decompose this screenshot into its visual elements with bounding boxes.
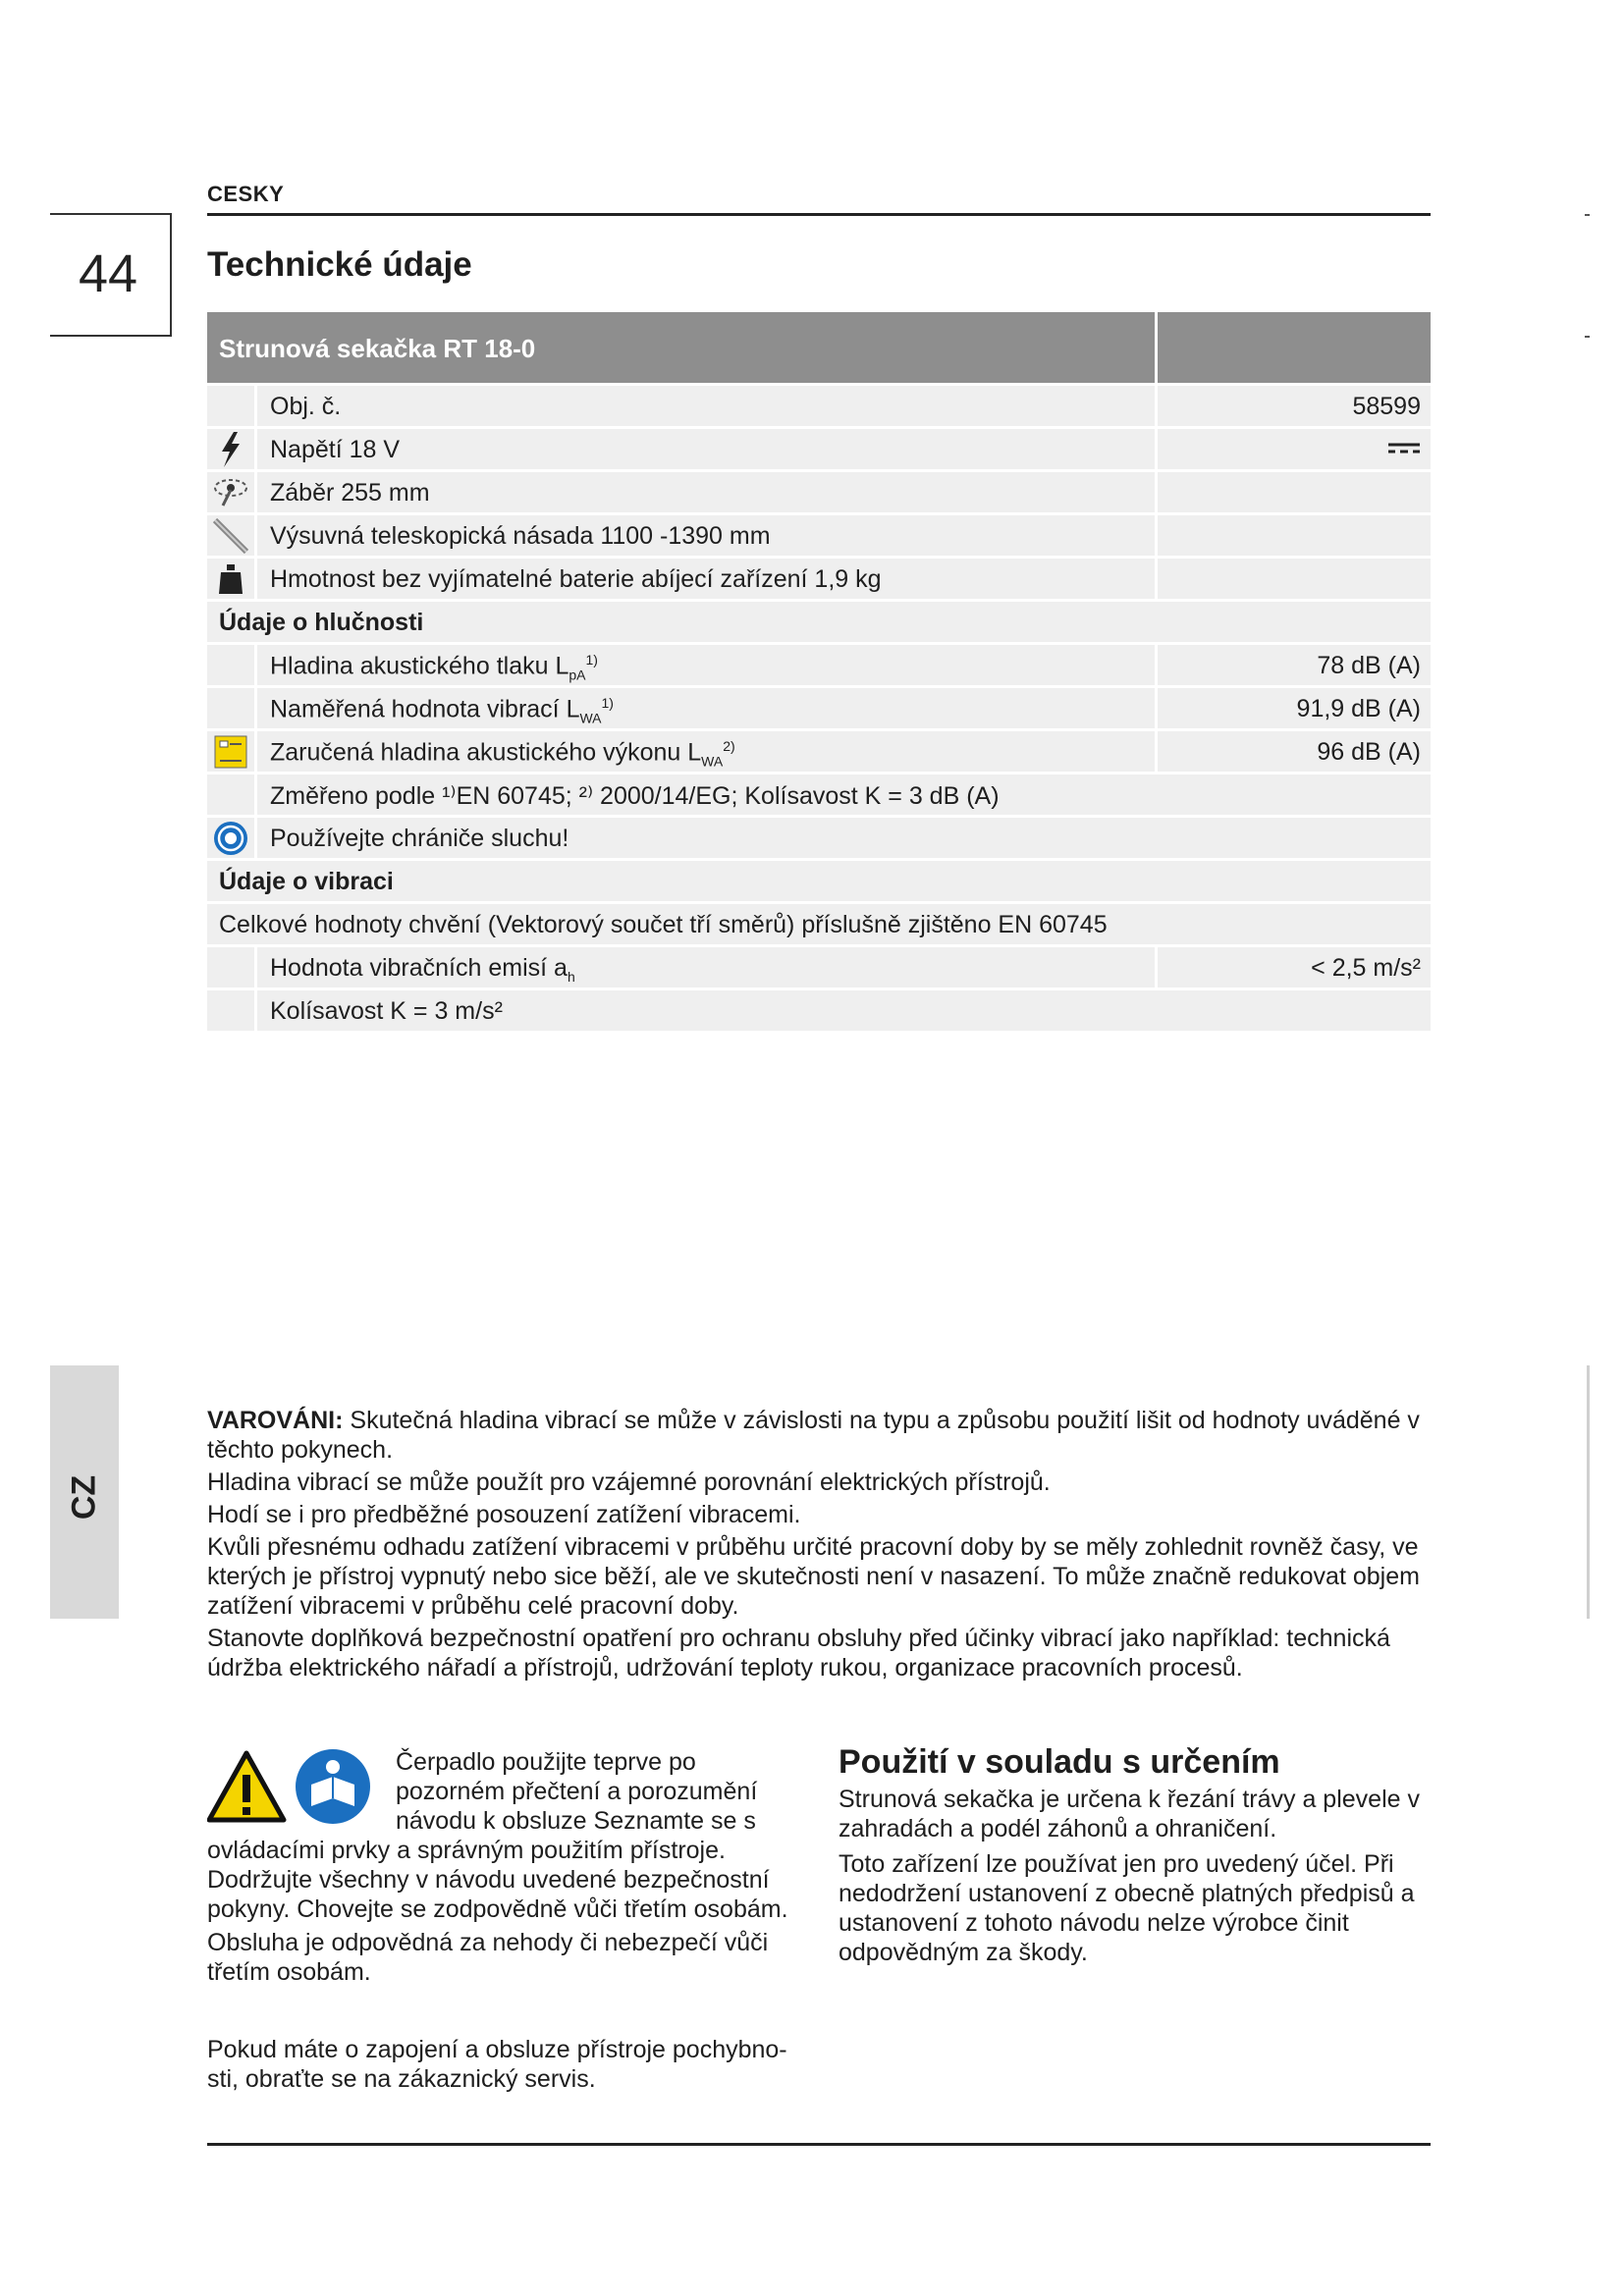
warning-text: Skutečná hladina vibrací se může v závislosti na typu a způsobu použití lišit od hodnoty uváděné v těchto pokynech. (207, 1407, 1420, 1464)
warning-paragraph: Hladina vibrací se může použít pro vzájemné porovnání elektrických přístrojů. (207, 1468, 1051, 1496)
table-row (207, 472, 1431, 512)
warning-label: VAROVÁNI: (207, 1407, 344, 1434)
margin-mark (1585, 336, 1590, 338)
sound-pressure-value: 78 dB (A) (1317, 652, 1421, 679)
table-divider (1155, 312, 1158, 383)
table-heading: Strunová sekačka RT 18-0 (219, 334, 536, 363)
table-header (207, 312, 1431, 383)
table-row (207, 645, 1431, 685)
vibration-emission-value: < 2,5 m/s² (1311, 954, 1421, 982)
voltage-label: Napětí 18 V (270, 436, 401, 463)
warning-paragraph: Hodí se i pro předběžné posouzení zatížení vibracemi. (207, 1501, 801, 1528)
intended-use-paragraph: Strunová sekačka je určena k řezání trávy a plevele v zahradách a podél záhonů a ohraničení. (839, 1786, 1420, 1842)
cut-width-label: Záběr 255 mm (270, 479, 430, 507)
table-row (207, 818, 1431, 858)
measured-vibration-label: Naměřená hodnota vibrací $L_{WA}^{1)}$ (270, 695, 614, 726)
weight-icon (207, 559, 254, 599)
obj-label: Obj. č. (270, 393, 342, 420)
read-manual-icon (296, 1749, 370, 1824)
side-line (1587, 1365, 1590, 1619)
page-number: 44 (78, 244, 138, 303)
table-row (207, 904, 1431, 944)
intended-use (839, 1743, 1428, 1973)
table-row (207, 559, 1431, 599)
vibration-section-title: Údaje o vibraci (219, 868, 394, 895)
dc-symbol (1387, 436, 1421, 464)
sound-pressure-label: Hladina akustického tlaku $L_{pA}^{1)}$ (270, 652, 598, 683)
section-row (207, 861, 1431, 901)
vibration-uncertainty-label: Kolísavost K = 3 m/s² (270, 997, 503, 1025)
footer-rule (207, 2143, 1431, 2146)
weight-label: Hmotnost bez vyjímatelné baterie abíjecí zařízení 1,9 kg (270, 565, 882, 593)
cutting-width-icon (207, 472, 254, 512)
telescopic-shaft-icon (207, 515, 254, 556)
section-row (207, 602, 1431, 642)
table-row (207, 688, 1431, 728)
table-row (207, 515, 1431, 556)
vibration-total-label: Celkové hodnoty chvění (Vektorový součet tří směrů) příslušně zjištěno EN 60745 (219, 911, 1108, 938)
ear-protection-label: Používejte chrániče sluchu! (270, 825, 569, 852)
safety-paragraph: Čerpadlo použijte teprve po pozorném přečtení a porozumění návodu k obsluze Seznamte se s ovládacími prvky a správným použitím přístroje. Dodržujte všechny v návodu uvedené bezpečnostní pokyny. Chovejte se zodpovědně vůči třetím osobám. (207, 1748, 788, 1923)
table-row (207, 947, 1431, 988)
table-row (207, 429, 1431, 469)
measured-vibration-value: 91,9 dB (A) (1296, 695, 1421, 722)
warning-triangle-icon (209, 1753, 284, 1820)
table-row (207, 386, 1431, 426)
telescopic-label: Výsuvná teleskopická násada 1100 -1390 mm (270, 522, 771, 550)
measured-standard-label: Změřeno podle ¹⁾EN 60745; ²⁾ 2000/14/EG; Kolísavost K = 3 dB (A) (270, 782, 1000, 810)
obj-value: 58599 (1352, 393, 1421, 420)
table-row (207, 731, 1431, 772)
spec-table (207, 312, 1431, 1034)
intended-use-heading: Použití v souladu s určením (839, 1743, 1280, 1781)
noise-section-title: Údaje o hlučnosti (219, 609, 424, 636)
header-rule (207, 213, 1431, 216)
margin-mark (1585, 214, 1590, 216)
table-row (207, 774, 1431, 815)
vibration-warning (207, 1406, 1431, 1685)
safety-paragraph: Obsluha je odpovědná za nehody či nebezpečí vůči třetím osobám. (207, 1929, 769, 1986)
warning-paragraph: Kvůli přesnému odhadu zatížení vibracemi v průběhu určité pracovní doby by se měly zohlednit rovněž časy, ve kterých je přístroj vypnutý nebo sice běží, ale ve skutečnosti není v nasazení. To může značně redukovat objem zatížení vibracemi v průběhu celé pracovní doby. (207, 1533, 1420, 1620)
vibration-emission-label: Hodnota vibračních emisí $a_h$ (270, 954, 575, 985)
sound-power-label-icon (207, 731, 254, 772)
language-side-tab-label: CZ (65, 1474, 103, 1521)
ear-protection-icon (207, 818, 254, 858)
warning-paragraph: Stanovte doplňková bezpečnostní opatření pro ochranu obsluhy před účinky vibrací jako například: technická údržba elektrického nářadí a přístrojů, udržování teploty rukou, organizace pracovních procesů. (207, 1625, 1390, 1682)
table-row (207, 990, 1431, 1031)
lightning-icon (207, 429, 254, 469)
intended-use-paragraph: Toto zařízení lze používat jen pro uvedený účel. Při nedodržení ustanovení z obecně platných předpisů a ustanovení z tohoto návodu nelze výrobce činit odpovědným za škody. (839, 1850, 1415, 1966)
language-label: CESKY (207, 182, 285, 206)
guaranteed-power-label: Zaručená hladina akustického výkonu $L_{WA}^{2)}$ (270, 738, 735, 770)
service-note: Pokud máte o zapojení a obsluze přístroje pochybno-sti, obraťte se na zákaznický servis. (207, 2036, 787, 2093)
guaranteed-power-value: 96 dB (A) (1317, 738, 1421, 766)
page-title: Technické údaje (207, 245, 472, 284)
safety-icons (207, 1747, 384, 1836)
safety-instructions (207, 1747, 806, 1991)
